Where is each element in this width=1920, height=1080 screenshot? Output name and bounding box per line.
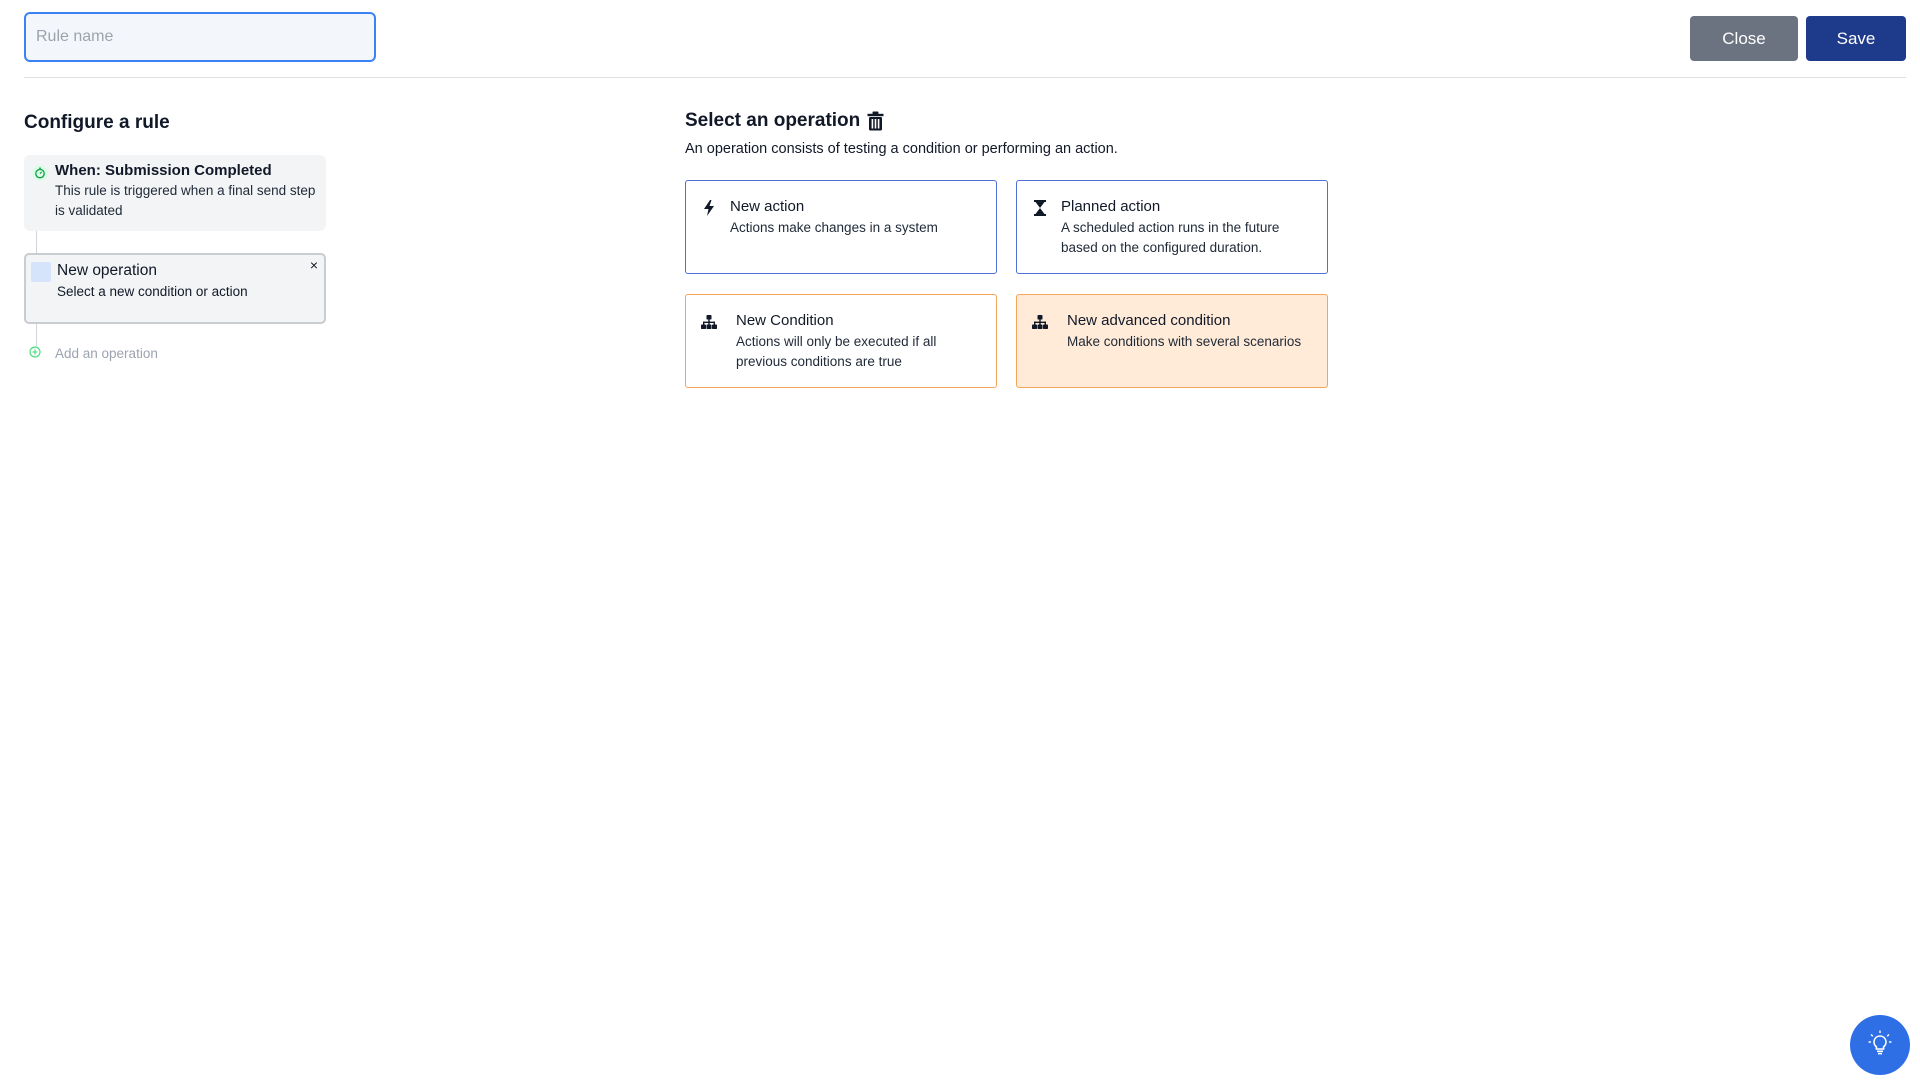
sitemap-icon xyxy=(701,313,717,331)
sitemap-icon xyxy=(1032,313,1048,331)
option-new-advanced-condition[interactable] xyxy=(1016,294,1328,388)
flow-connector xyxy=(36,324,37,346)
header-divider xyxy=(24,77,1906,78)
operation-selector xyxy=(685,110,1385,369)
rule-name-input[interactable] xyxy=(24,12,376,62)
top-bar xyxy=(0,0,1920,78)
add-operation-link[interactable] xyxy=(29,346,158,361)
option-description: A scheduled action runs in the future based on the configured duration. xyxy=(1061,220,1280,255)
option-title: New advanced condition xyxy=(1067,312,1231,329)
trigger-title: When: Submission Completed xyxy=(55,162,272,179)
option-new-action[interactable] xyxy=(685,180,997,274)
trash-icon[interactable] xyxy=(867,111,884,131)
select-operation-heading xyxy=(685,110,1385,132)
lightning-icon xyxy=(701,199,717,217)
hourglass-icon xyxy=(1032,199,1048,217)
operation-title: New operation xyxy=(57,262,157,279)
select-operation-title: Select an operation xyxy=(685,110,861,131)
select-operation-subtitle: An operation consists of testing a condition or performing an action. xyxy=(685,141,1118,157)
option-description: Actions make changes in a system xyxy=(730,220,938,235)
option-planned-action[interactable] xyxy=(1016,180,1328,274)
plus-circle-icon xyxy=(29,346,41,361)
stopwatch-icon xyxy=(32,165,48,181)
close-icon[interactable]: × xyxy=(309,257,318,273)
option-description: Make conditions with several scenarios xyxy=(1067,334,1302,349)
option-new-condition[interactable] xyxy=(685,294,997,388)
operation-card[interactable] xyxy=(24,253,326,324)
save-button[interactable]: Save xyxy=(1806,16,1906,61)
rule-config-panel xyxy=(24,112,334,361)
configure-rule-title: Configure a rule xyxy=(24,112,170,133)
option-title: New Condition xyxy=(736,312,834,329)
flow-connector xyxy=(36,231,37,253)
close-button[interactable]: Close xyxy=(1690,16,1798,61)
option-description: Actions will only be executed if all previous conditions are true xyxy=(736,334,937,369)
operation-placeholder-icon xyxy=(31,262,51,282)
option-title: Planned action xyxy=(1061,198,1161,215)
option-title: New action xyxy=(730,198,805,215)
add-operation-label: Add an operation xyxy=(55,346,158,361)
help-lightbulb-button[interactable] xyxy=(1850,1015,1910,1075)
trigger-description: This rule is triggered when a final send step is validated xyxy=(55,183,316,218)
trigger-card[interactable] xyxy=(24,155,326,231)
operation-description: Select a new condition or action xyxy=(57,284,248,299)
lightbulb-icon xyxy=(1866,1029,1894,1062)
